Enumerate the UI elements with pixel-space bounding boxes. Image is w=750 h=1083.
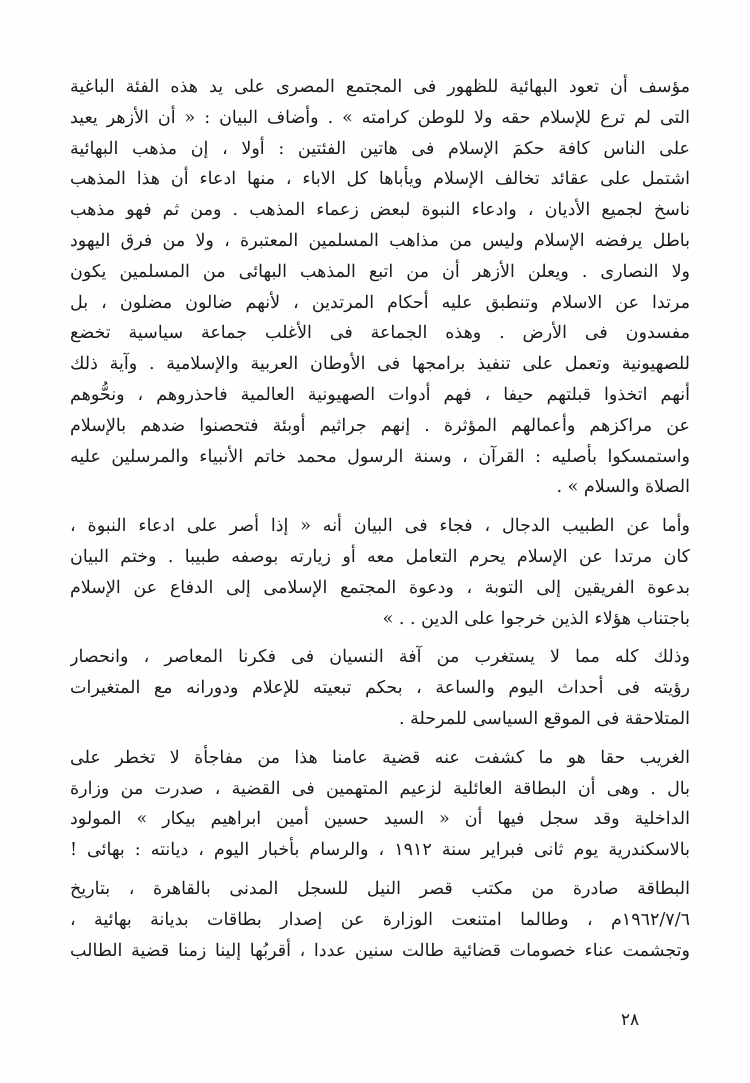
text-line: المتلاحقة فى الموقع السياسى للمرحلة . [398,708,690,729]
paragraph-1 [70,72,690,503]
text-line: رؤيته فى أحداث اليوم والساعة ، بحكم تبعيته للإعلام ودورانه مع المتغيرات [70,678,690,699]
text-line: مؤسف أن تعود البهائية للظهور فى المجتمع المصرى على يد هذه الفئة الباغية [70,77,690,97]
paragraph-4 [70,743,690,866]
text-line: بالاسكندرية يوم ثانى فبراير سنة ١٩١٢ ، والرسام بأخبار اليوم ، ديانته : بهائى ! [70,840,690,861]
text-line: ١٩٦٢/٧/٦م ، وطالما امتنعت الوزارة عن إصدار بطاقات بديانة بهائية ، [70,909,690,930]
paragraph-gap [70,634,690,642]
text-line: ناسخ لجميع الأديان ، وادعاء النبوة لبعض زعماء المذهب . ومن ثم فهو مذهب [70,200,690,221]
text-line: كان مرتدا عن الإسلام يحرم التعامل معه أو زيارته بوصفه طبيبا . وختم البيان [70,546,690,567]
text-line: بال . وهى أن البطاقة العائلية لزعيم المتهمين فى القضية ، صدرت من وزارة [70,778,690,799]
text-line: وتجشمت عناء خصومات قضائية طالت سنين عددا ، أقربُها إلينا زمنا قضية الطالب [70,940,690,961]
paragraph-2 [70,511,690,634]
text-line: أنهم اتخذوا قبلتهم حيفا ، فهم أدوات الصهيونية العالمية فاحذروهم ، ونحُّوهم [70,384,690,405]
text-line: الصلاة والسلام » . [556,477,690,498]
text-line: ولا النصارى . ويعلن الأزهر أن من اتبع المذهب البهائى من المسلمين يكون [70,261,690,282]
paragraph-gap [70,866,690,874]
paragraph-3 [70,642,690,734]
paragraph-5 [70,874,690,966]
text-line: باجتناب هؤلاء الذين خرجوا على الدين . . » [382,608,690,629]
body-text [70,72,690,966]
page-number: ٢٨ [620,1010,640,1030]
paragraph-gap [70,503,690,511]
text-line: الغريب حقا هو ما كشفت عنه قضية عامنا هذا من مفاجأة لا تخطر على [70,747,690,768]
text-line: مفسدون فى الأرض . وهذه الجماعة فى الأغلب جماعة سياسية تخضع [70,323,690,344]
text-line: البطاقة صادرة من مكتب قصر النيل للسجل المدنى بالقاهرة ، بتاريخ [70,878,690,899]
text-line: وأما عن الطبيب الدجال ، فجاء فى البيان أنه « إذا أصر على ادعاء النبوة ، [70,516,690,537]
text-line: واستمسكوا بأصليه : القرآن ، وسنة الرسول محمد خاتم الأنبياء والمرسلين عليه [70,446,690,467]
text-line: وذلك كله مما لا يستغرب من آفة النسيان فى فكرنا المعاصر ، وانحصار [70,647,690,668]
text-line: باطل يرفضه الإسلام وليس من مذاهب المسلمين المعتبرة ، ولا من فرق اليهود [70,230,690,251]
text-line: على الناس كافة حكمَ الإسلام فى هاتين الفئتين : أولا ، إن مذهب البهائية [70,138,690,159]
text-line: للصهيونية وتعمل على تنفيذ برامجها فى الأوطان العربية والإسلامية . وآية ذلك [70,354,690,375]
text-line: التى لم ترع للإسلام حقه ولا للوطن كرامته » . وأضاف البيان : « أن الأزهر يعيد [70,107,690,128]
text-line: بدعوة الفريقين إلى التوبة ، ودعوة المجتمع الإسلامى إلى الدفاع عن الإسلام [70,577,690,598]
text-line: مرتدا عن الاسلام وتنطبق عليه أحكام المرتدين ، لأنهم ضالون مضلون ، بل [70,292,690,313]
text-line: الداخلية وقد سجل فيها أن « السيد حسين أمين ابراهيم بيكار » المولود [70,809,690,830]
text-line: عن مراكزهم وأعمالهم المؤثرة . إنهم جراثيم أوبئة فتحصنوا ضدهم بالإسلام [70,415,690,436]
text-line: اشتمل على عقائد تخالف الإسلام ويأباها كل الاباء ، منها ادعاء أن هذا المذهب [70,169,690,190]
paragraph-gap [70,735,690,743]
